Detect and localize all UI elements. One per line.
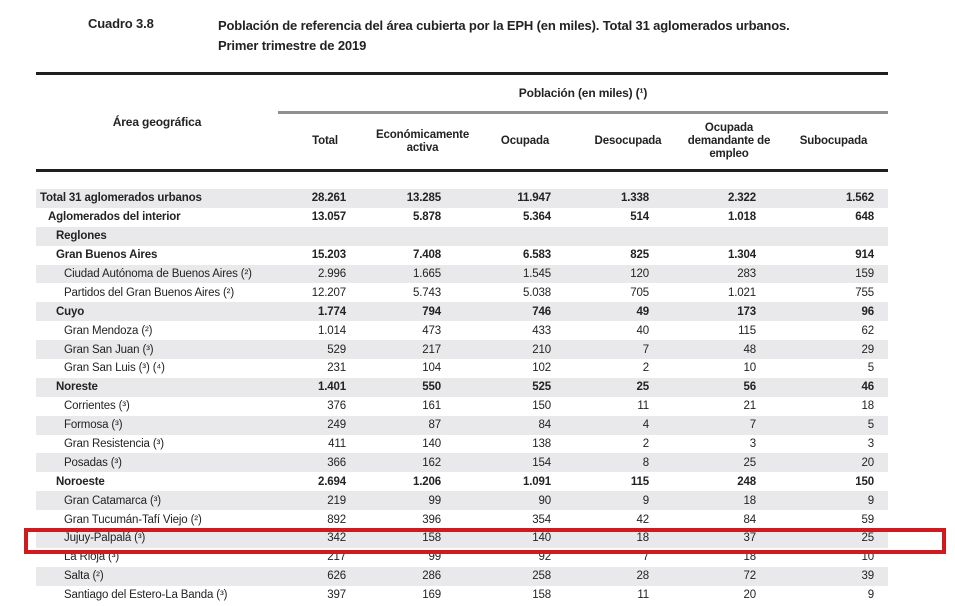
cell-value: 473: [422, 324, 441, 337]
cell-value: 99: [428, 494, 441, 507]
table-row: [36, 283, 888, 302]
cell-value: 150: [532, 400, 551, 413]
row-label: Posadas (³): [64, 456, 122, 469]
cell-value: 5: [867, 419, 874, 432]
row-label: Gran Tucumán-Tafí Viejo (²): [64, 513, 202, 526]
table-row: [36, 586, 888, 605]
cell-value: 5.878: [412, 211, 441, 224]
cell-value: 529: [327, 343, 346, 356]
column-header: Ocupada demandante de empleo: [687, 122, 771, 160]
area-geografica-header: Área geográfica: [112, 115, 202, 129]
table-row: [36, 189, 888, 208]
cell-value: 5: [867, 362, 874, 375]
column-header: Ocupada: [500, 135, 550, 147]
cell-value: 1.206: [412, 475, 441, 488]
cell-value: 2.322: [727, 192, 756, 205]
cell-value: 62: [861, 324, 874, 337]
cell-value: 9: [867, 494, 874, 507]
cell-value: 892: [327, 513, 346, 526]
table-number-label: Cuadro 3.8: [88, 16, 154, 31]
row-label: Cuyo: [56, 305, 85, 318]
page-title: [218, 16, 858, 56]
row-label: Gran San Juan (³): [64, 343, 154, 356]
cell-value: 248: [737, 475, 756, 488]
row-label: Gran Catamarca (³): [64, 494, 161, 507]
row-label: Noreste: [56, 381, 98, 394]
cell-value: 249: [327, 419, 346, 432]
cell-value: 104: [422, 362, 441, 375]
cell-value: 9: [867, 589, 874, 602]
table-row: [36, 246, 888, 265]
cell-value: 1.665: [412, 268, 441, 280]
cell-value: 115: [738, 324, 756, 337]
cell-value: 46: [861, 381, 874, 394]
cell-value: 18: [861, 400, 874, 413]
header-bottom-rule: [36, 169, 888, 172]
cell-value: 25: [636, 381, 649, 394]
cell-value: 2: [642, 438, 649, 451]
cell-value: 342: [327, 532, 346, 545]
cell-value: 1.338: [620, 192, 649, 205]
cell-value: 231: [327, 362, 346, 375]
cell-value: 1.545: [522, 268, 551, 280]
cell-value: 217: [327, 551, 346, 564]
cell-value: 9: [642, 494, 649, 507]
population-header-group: [278, 75, 888, 169]
cell-value: 794: [422, 305, 441, 318]
cell-value: 3: [749, 438, 756, 451]
table-row: [36, 453, 888, 472]
cell-value: 11: [637, 400, 649, 413]
cell-value: 96: [861, 305, 874, 318]
table-row: [36, 265, 888, 284]
table-row: [36, 359, 888, 378]
cell-value: 210: [532, 343, 551, 356]
cell-value: 25: [861, 532, 874, 545]
cell-value: 648: [855, 211, 874, 224]
cell-value: 18: [743, 494, 756, 507]
table-header: [36, 75, 888, 169]
table-row: [36, 416, 888, 435]
table-row: [36, 472, 888, 491]
cell-value: 169: [422, 589, 441, 602]
column-header: Económicamente activa: [375, 128, 470, 154]
cell-value: 366: [327, 456, 346, 469]
table-row: [36, 567, 888, 586]
cell-value: 217: [422, 343, 441, 356]
cell-value: 7: [642, 551, 649, 564]
cell-value: 18: [636, 532, 649, 545]
cell-value: 1.774: [317, 305, 346, 318]
cell-value: 1.562: [845, 192, 874, 205]
cell-value: 219: [327, 494, 346, 507]
row-label: Ciudad Autónoma de Buenos Aires (²): [64, 268, 252, 280]
cell-value: 21: [743, 400, 756, 413]
cell-value: 158: [532, 589, 551, 602]
cell-value: 140: [422, 438, 441, 451]
row-label: Jujuy-Palpalá (³): [64, 532, 146, 545]
cell-value: 1.091: [522, 475, 551, 488]
cell-value: 525: [532, 381, 551, 394]
cell-value: 158: [422, 532, 441, 545]
cell-value: 84: [743, 513, 756, 526]
cell-value: 4: [642, 419, 649, 432]
cell-value: 1.014: [317, 324, 346, 337]
row-label: Corrientes (³): [64, 400, 130, 413]
cell-value: 25: [743, 456, 756, 469]
cell-value: 514: [630, 211, 649, 224]
cell-value: 705: [630, 286, 649, 299]
row-label: Gran Mendoza (²): [64, 324, 153, 337]
cell-value: 20: [743, 589, 756, 602]
cell-value: 411: [328, 438, 346, 451]
cell-value: 1.401: [317, 381, 346, 394]
row-label: Santiago del Estero-La Banda (³): [64, 589, 228, 602]
cell-value: 7: [749, 419, 756, 432]
row-label: Aglomerados del interior: [48, 211, 181, 224]
cell-value: 7: [642, 343, 649, 356]
cell-value: 283: [737, 268, 756, 280]
cell-value: 550: [422, 381, 441, 394]
cell-value: 746: [532, 305, 551, 318]
cell-value: 28: [636, 570, 649, 583]
cell-value: 755: [855, 286, 874, 299]
cell-value: 13.057: [311, 211, 346, 224]
cell-value: 138: [532, 438, 551, 451]
table-row: [36, 227, 888, 246]
cell-value: 13.285: [406, 192, 441, 205]
cell-value: 354: [532, 513, 551, 526]
population-group-header: Población (en miles) (¹): [518, 86, 648, 100]
cell-value: 59: [861, 513, 874, 526]
cell-value: 92: [538, 551, 551, 564]
cell-value: 28.261: [311, 192, 346, 205]
table-row: [36, 510, 888, 529]
row-label: Formosa (³): [64, 419, 123, 432]
cell-value: 173: [737, 305, 756, 318]
table-row: [36, 491, 888, 510]
cell-value: 258: [532, 570, 551, 583]
cell-value: 11.947: [517, 192, 551, 205]
cell-value: 15.203: [311, 249, 346, 262]
cell-value: 90: [538, 494, 551, 507]
row-label: Gran San Luis (³) (⁴): [64, 362, 165, 375]
row-label: Reglones: [56, 230, 107, 243]
table-row: [36, 378, 888, 397]
cell-value: 433: [532, 324, 551, 337]
table-row: [36, 302, 888, 321]
cell-value: 397: [327, 589, 346, 602]
cell-value: 115: [630, 475, 649, 488]
cell-value: 1.021: [727, 286, 756, 299]
cell-value: 5.364: [522, 211, 551, 224]
column-header: Desocupada: [594, 135, 662, 147]
cell-value: 159: [855, 268, 874, 280]
table-row: [36, 208, 888, 227]
cell-value: 87: [428, 419, 441, 432]
row-label: Total 31 aglomerados urbanos: [40, 192, 202, 205]
column-headers: [278, 114, 888, 169]
statistics-table: [36, 72, 888, 605]
cell-value: 48: [743, 343, 756, 356]
cell-value: 56: [743, 381, 756, 394]
cell-value: 140: [532, 532, 551, 545]
cell-value: 11: [637, 589, 649, 602]
cell-value: 84: [538, 419, 551, 432]
row-label: Partidos del Gran Buenos Aires (²): [64, 286, 235, 299]
cell-value: 10: [743, 362, 756, 375]
cell-value: 12.207: [311, 286, 346, 299]
title-line-1: Población de referencia del área cubierta por la EPH (en miles). Total 31 aglomerados urbanos.: [218, 18, 790, 33]
row-label: La Rioja (³): [64, 551, 120, 564]
cell-value: 2: [642, 362, 649, 375]
cell-value: 376: [327, 400, 346, 413]
cell-value: 154: [532, 456, 551, 469]
cell-value: 914: [855, 249, 874, 262]
cell-value: 40: [636, 324, 649, 337]
cell-value: 150: [855, 475, 874, 488]
table-row: [36, 397, 888, 416]
row-label: Gran Resistencia (³): [64, 438, 164, 451]
table-row: [36, 321, 888, 340]
cell-value: 626: [327, 570, 346, 583]
row-label: Gran Buenos Aires: [56, 249, 158, 262]
highlight-box: [24, 528, 946, 554]
cell-value: 286: [422, 570, 441, 583]
title-line-2: Primer trimestre de 2019: [218, 38, 367, 53]
cell-value: 7.408: [412, 249, 441, 262]
cell-value: 37: [743, 532, 756, 545]
cell-value: 396: [422, 513, 441, 526]
cell-value: 2.694: [317, 475, 346, 488]
table-row: [36, 435, 888, 454]
cell-value: 120: [630, 268, 649, 280]
cell-value: 49: [636, 305, 649, 318]
cell-value: 72: [743, 570, 756, 583]
cell-value: 29: [861, 343, 874, 356]
cell-value: 825: [630, 249, 649, 262]
cell-value: 102: [532, 362, 551, 375]
cell-value: 5.038: [522, 286, 551, 299]
cell-value: 42: [636, 513, 649, 526]
cell-value: 39: [861, 570, 874, 583]
row-label: Salta (²): [64, 570, 104, 583]
cell-value: 6.583: [522, 249, 551, 262]
cell-value: 10: [861, 551, 874, 564]
row-label: Noroeste: [56, 475, 105, 488]
column-header: Total: [312, 135, 338, 147]
cell-value: 2.996: [317, 268, 346, 280]
cell-value: 8: [642, 456, 649, 469]
column-header: Subocupada: [799, 135, 868, 147]
cell-value: 18: [743, 551, 756, 564]
cell-value: 1.304: [727, 249, 756, 262]
cell-value: 3: [867, 438, 874, 451]
table-row: [36, 340, 888, 359]
cell-value: 161: [422, 400, 441, 413]
cell-value: 20: [861, 456, 874, 469]
cell-value: 162: [422, 456, 441, 469]
cell-value: 1.018: [727, 211, 756, 224]
cell-value: 5.743: [412, 286, 441, 299]
cell-value: 99: [428, 551, 441, 564]
